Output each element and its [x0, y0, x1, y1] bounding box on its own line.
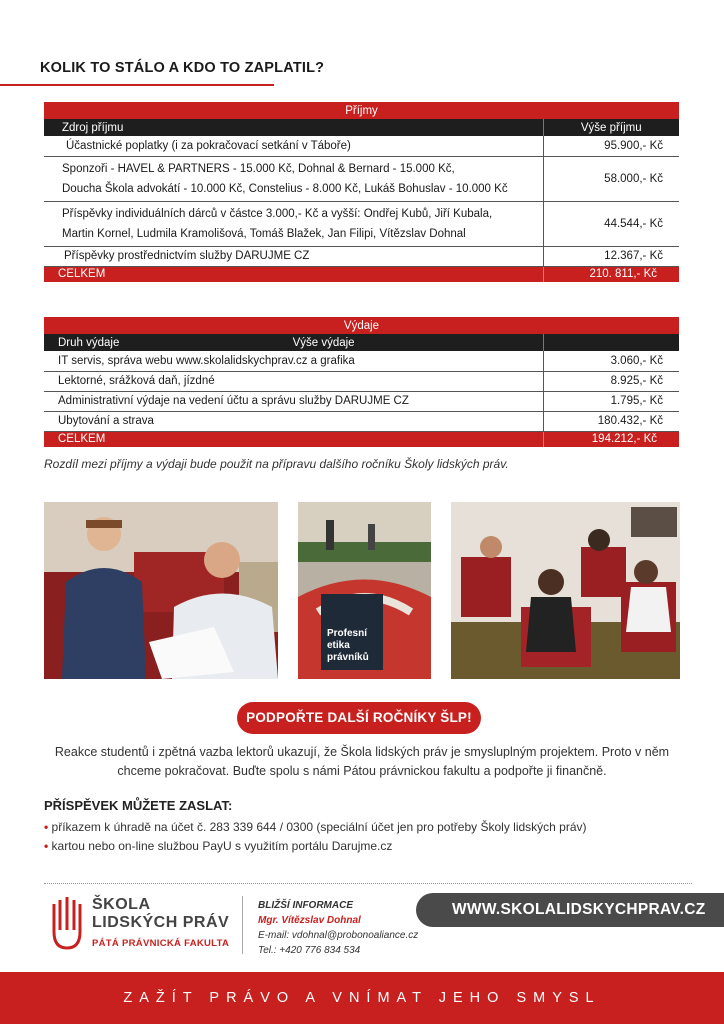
income-amount: 12.367,- Kč [543, 246, 679, 266]
logo-line1: ŠKOLA [92, 896, 151, 913]
intro-text: Reakce studentů i zpětná vazba lektorů ukazují, že Škola lidských práv je smysluplným projektem. Proto v něm chceme pokračovat. Buďte spolu s námi Pátou právnickou fakultu a podpořte ji finančně. [54, 745, 670, 778]
income-source [44, 201, 543, 246]
school-logo [48, 894, 238, 954]
footer-slogan: ZAŽÍT PRÁVO A VNÍMAT JEHO SMYSL [0, 972, 724, 1024]
table-row [44, 136, 679, 156]
expense-label: Administrativní výdaje na vedení účtu a správu služby DARUJME CZ [44, 391, 543, 411]
list-item: • kartou nebo on-line službou PayU s využitím portálu Darujme.cz [44, 837, 587, 856]
income-amount: 58.000,- Kč [543, 156, 679, 201]
expense-label: IT servis, správa webu www.skolalidskychprav.cz a grafika [44, 351, 543, 371]
list-item: • příkazem k úhradě na účet č. 283 339 644 / 0300 (speciální účet jen pro potřeby Školy lidských práv) [44, 818, 587, 837]
income-total-row [44, 266, 679, 282]
expense-label: Ubytování a strava [44, 411, 543, 431]
income-caption: Příjmy [44, 102, 679, 119]
table-row [44, 246, 679, 266]
income-amount: 95.900,- Kč [543, 136, 679, 156]
contact-info [258, 898, 418, 958]
expense-col-amount: Výše výdaje [292, 336, 355, 349]
income-amount: 44.544,- Kč [543, 201, 679, 246]
contact-label: BLIŽŠÍ INFORMACE [258, 900, 353, 911]
logo-title [92, 896, 229, 932]
contact-phone[interactable]: Tel.: +420 776 834 534 [258, 945, 361, 956]
expense-amount: 8.925,- Kč [543, 371, 679, 391]
note-text: Rozdíl mezi příjmy a výdaji bude použit na přípravu dalšího ročníku Školy lidských práv. [44, 457, 509, 471]
table-row [44, 156, 679, 201]
income-source-line: Sponzoři - HAVEL & PARTNERS - 15.000 Kč, Dohnal & Bernard - 15.000 Kč, [62, 162, 455, 175]
contribution-title: PŘÍSPĚVEK MŮŽETE ZASLAT: [44, 798, 233, 813]
income-source-line: Doucha Škola advokátí - 10.000 Kč, Constelius - 8.000 Kč, Lukáš Bohuslav - 10.000 Kč [62, 182, 508, 195]
expense-amount: 180.432,- Kč [543, 411, 679, 431]
photo-book [298, 502, 431, 679]
expense-table [44, 317, 679, 447]
expense-total-row [44, 431, 679, 447]
dotted-divider [44, 883, 692, 884]
income-col-amount: Výše příjmu [543, 119, 679, 136]
expense-col-blank [543, 334, 679, 351]
contact-name: Mgr. Vítězslav Dohnal [258, 915, 361, 926]
table-row [44, 371, 679, 391]
table-row [44, 411, 679, 431]
hand-icon [48, 894, 86, 952]
book-title-line2: etika právníků [327, 640, 369, 663]
contribution-list [44, 818, 587, 856]
expense-total-label: CELKEM [44, 431, 543, 447]
heading-underline [0, 84, 274, 86]
photo-signing [44, 502, 278, 679]
photo-group [451, 502, 680, 679]
logo-subtitle: PÁTÁ PRÁVNICKÁ FAKULTA [92, 938, 230, 949]
income-total-label: CELKEM [44, 266, 543, 282]
income-total-amount: 210. 811,- Kč [543, 266, 679, 282]
income-source-line: Příspěvky individuálních dárců v částce 3.000,- Kč a vyšší: Ondřej Kubů, Jiří Kubala, [62, 207, 493, 220]
contact-email[interactable]: E-mail: vdohnal@probonoaliance.cz [258, 930, 419, 941]
expense-col-type: Druh výdaje [58, 336, 120, 349]
contact-divider [242, 896, 243, 954]
income-table [44, 102, 679, 282]
book-title-line1: Profesní [327, 628, 368, 639]
support-cta-button[interactable]: PODPOŘTE DALŠÍ ROČNÍKY ŠLP! [237, 702, 481, 734]
book-cover [321, 594, 383, 670]
table-row [44, 391, 679, 411]
income-source [44, 156, 543, 201]
logo-line2: LIDSKÝCH PRÁV [92, 914, 230, 931]
expense-total-amount: 194.212,- Kč [543, 431, 679, 447]
table-row [44, 351, 679, 371]
income-col-source: Zdroj příjmu [44, 119, 543, 136]
income-source: Účastnické poplatky (i za pokračovací setkání v Táboře) [44, 136, 543, 156]
expense-amount: 1.795,- Kč [543, 391, 679, 411]
income-source-line: Martin Kornel, Ludmila Kramolišová, Tomáš Blažek, Jan Filipi, Vítězslav Dohnal [62, 227, 466, 240]
table-row [44, 201, 679, 246]
expense-label: Lektorné, srážková daň, jízdné [44, 371, 543, 391]
website-link[interactable]: WWW.SKOLALIDSKYCHPRAV.CZ [416, 893, 724, 927]
expense-caption: Výdaje [44, 317, 679, 334]
income-source: Příspěvky prostřednictvím služby DARUJME CZ [44, 246, 543, 266]
expense-amount: 3.060,- Kč [543, 351, 679, 371]
expense-col-header [44, 334, 543, 351]
section-heading: KOLIK TO STÁLO A KDO TO ZAPLATIL? [40, 60, 325, 76]
